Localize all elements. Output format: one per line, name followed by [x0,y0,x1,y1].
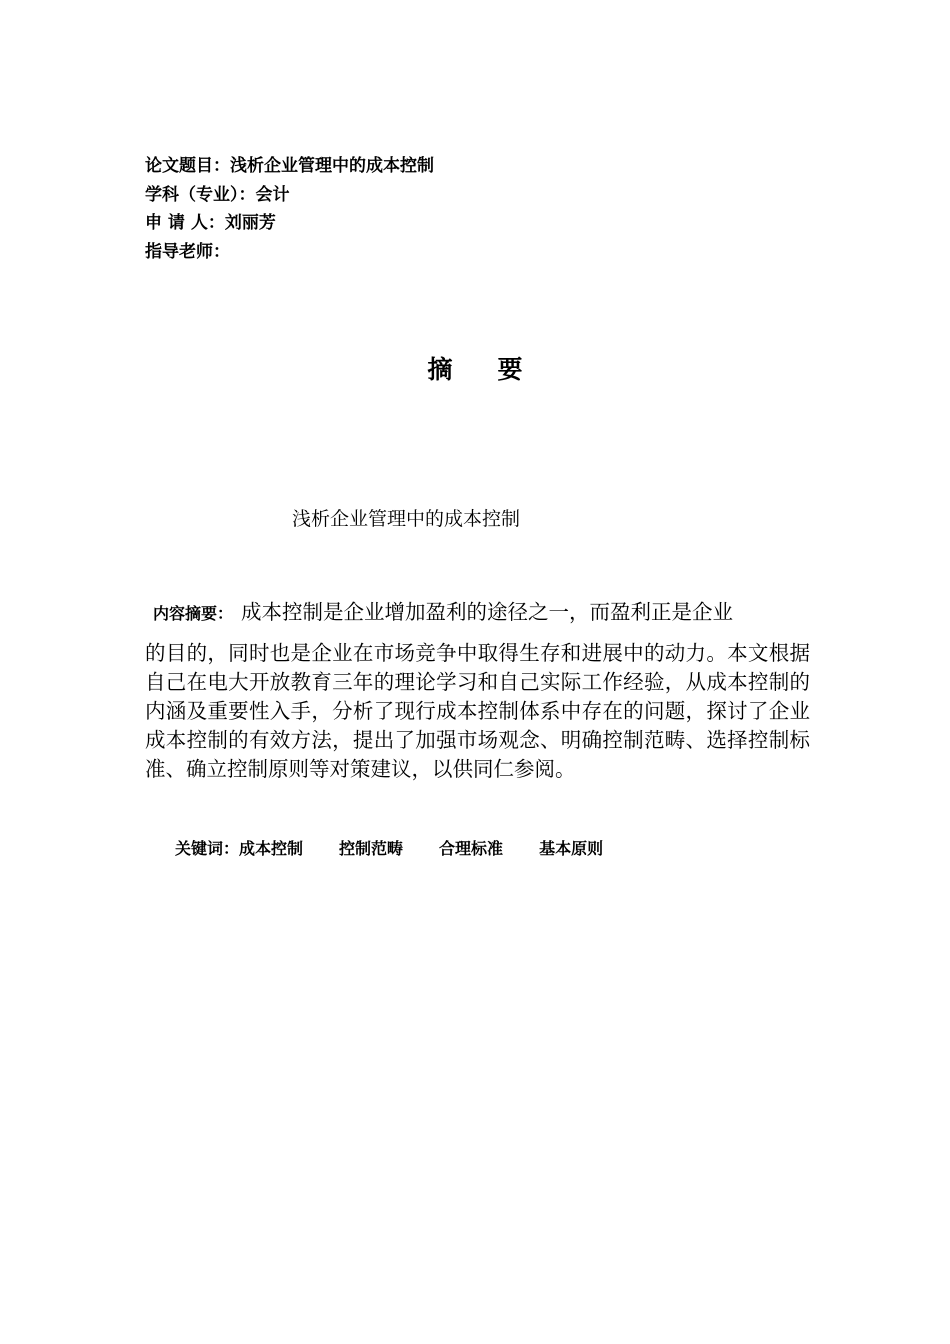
paper-subtitle: 浅析企业管理中的成本控制 [292,508,521,530]
keyword-item: 合理标准 [439,839,504,858]
advisor-line: 指导老师： [145,241,230,262]
thesis-title-line: 论文题目：浅析企业管理中的成本控制 [145,156,434,176]
abstract-body-text: 的目的，同时也是企业在市场竞争中取得生存和进展中的动力。本文根据自己在电大开放教育三年的理论学习和自己实际工作经验，从成本控制的内涵及重要性入手，分析了现行成本控制体系中存在的问题，探讨了企业成本控制的有效方法，提出了加强市场观念、明确控制范畴、选择控制标准、确立控制原则等对策建议，以供同仁参阅。 [145,641,810,781]
keyword-item: 成本控制 [239,839,304,858]
thesis-info-block [145,152,434,266]
abstract-heading: 摘要 [427,355,568,384]
abstract-paragraph [145,598,810,784]
keyword-item: 控制范畴 [339,839,404,858]
keywords-line [175,836,639,859]
applicant-line: 申 请 人：刘丽芳 [145,213,276,233]
keywords-label: 关键词： [175,839,240,858]
abstract-label: 内容摘要： [153,604,234,623]
major-line: 学科（专业）：会计 [145,184,290,205]
abstract-first-text: 成本控制是企业增加盈利的途径之一，而盈利正是企业 [241,600,734,624]
abstract-first-line [145,598,810,628]
keyword-item: 基本原则 [539,839,604,858]
